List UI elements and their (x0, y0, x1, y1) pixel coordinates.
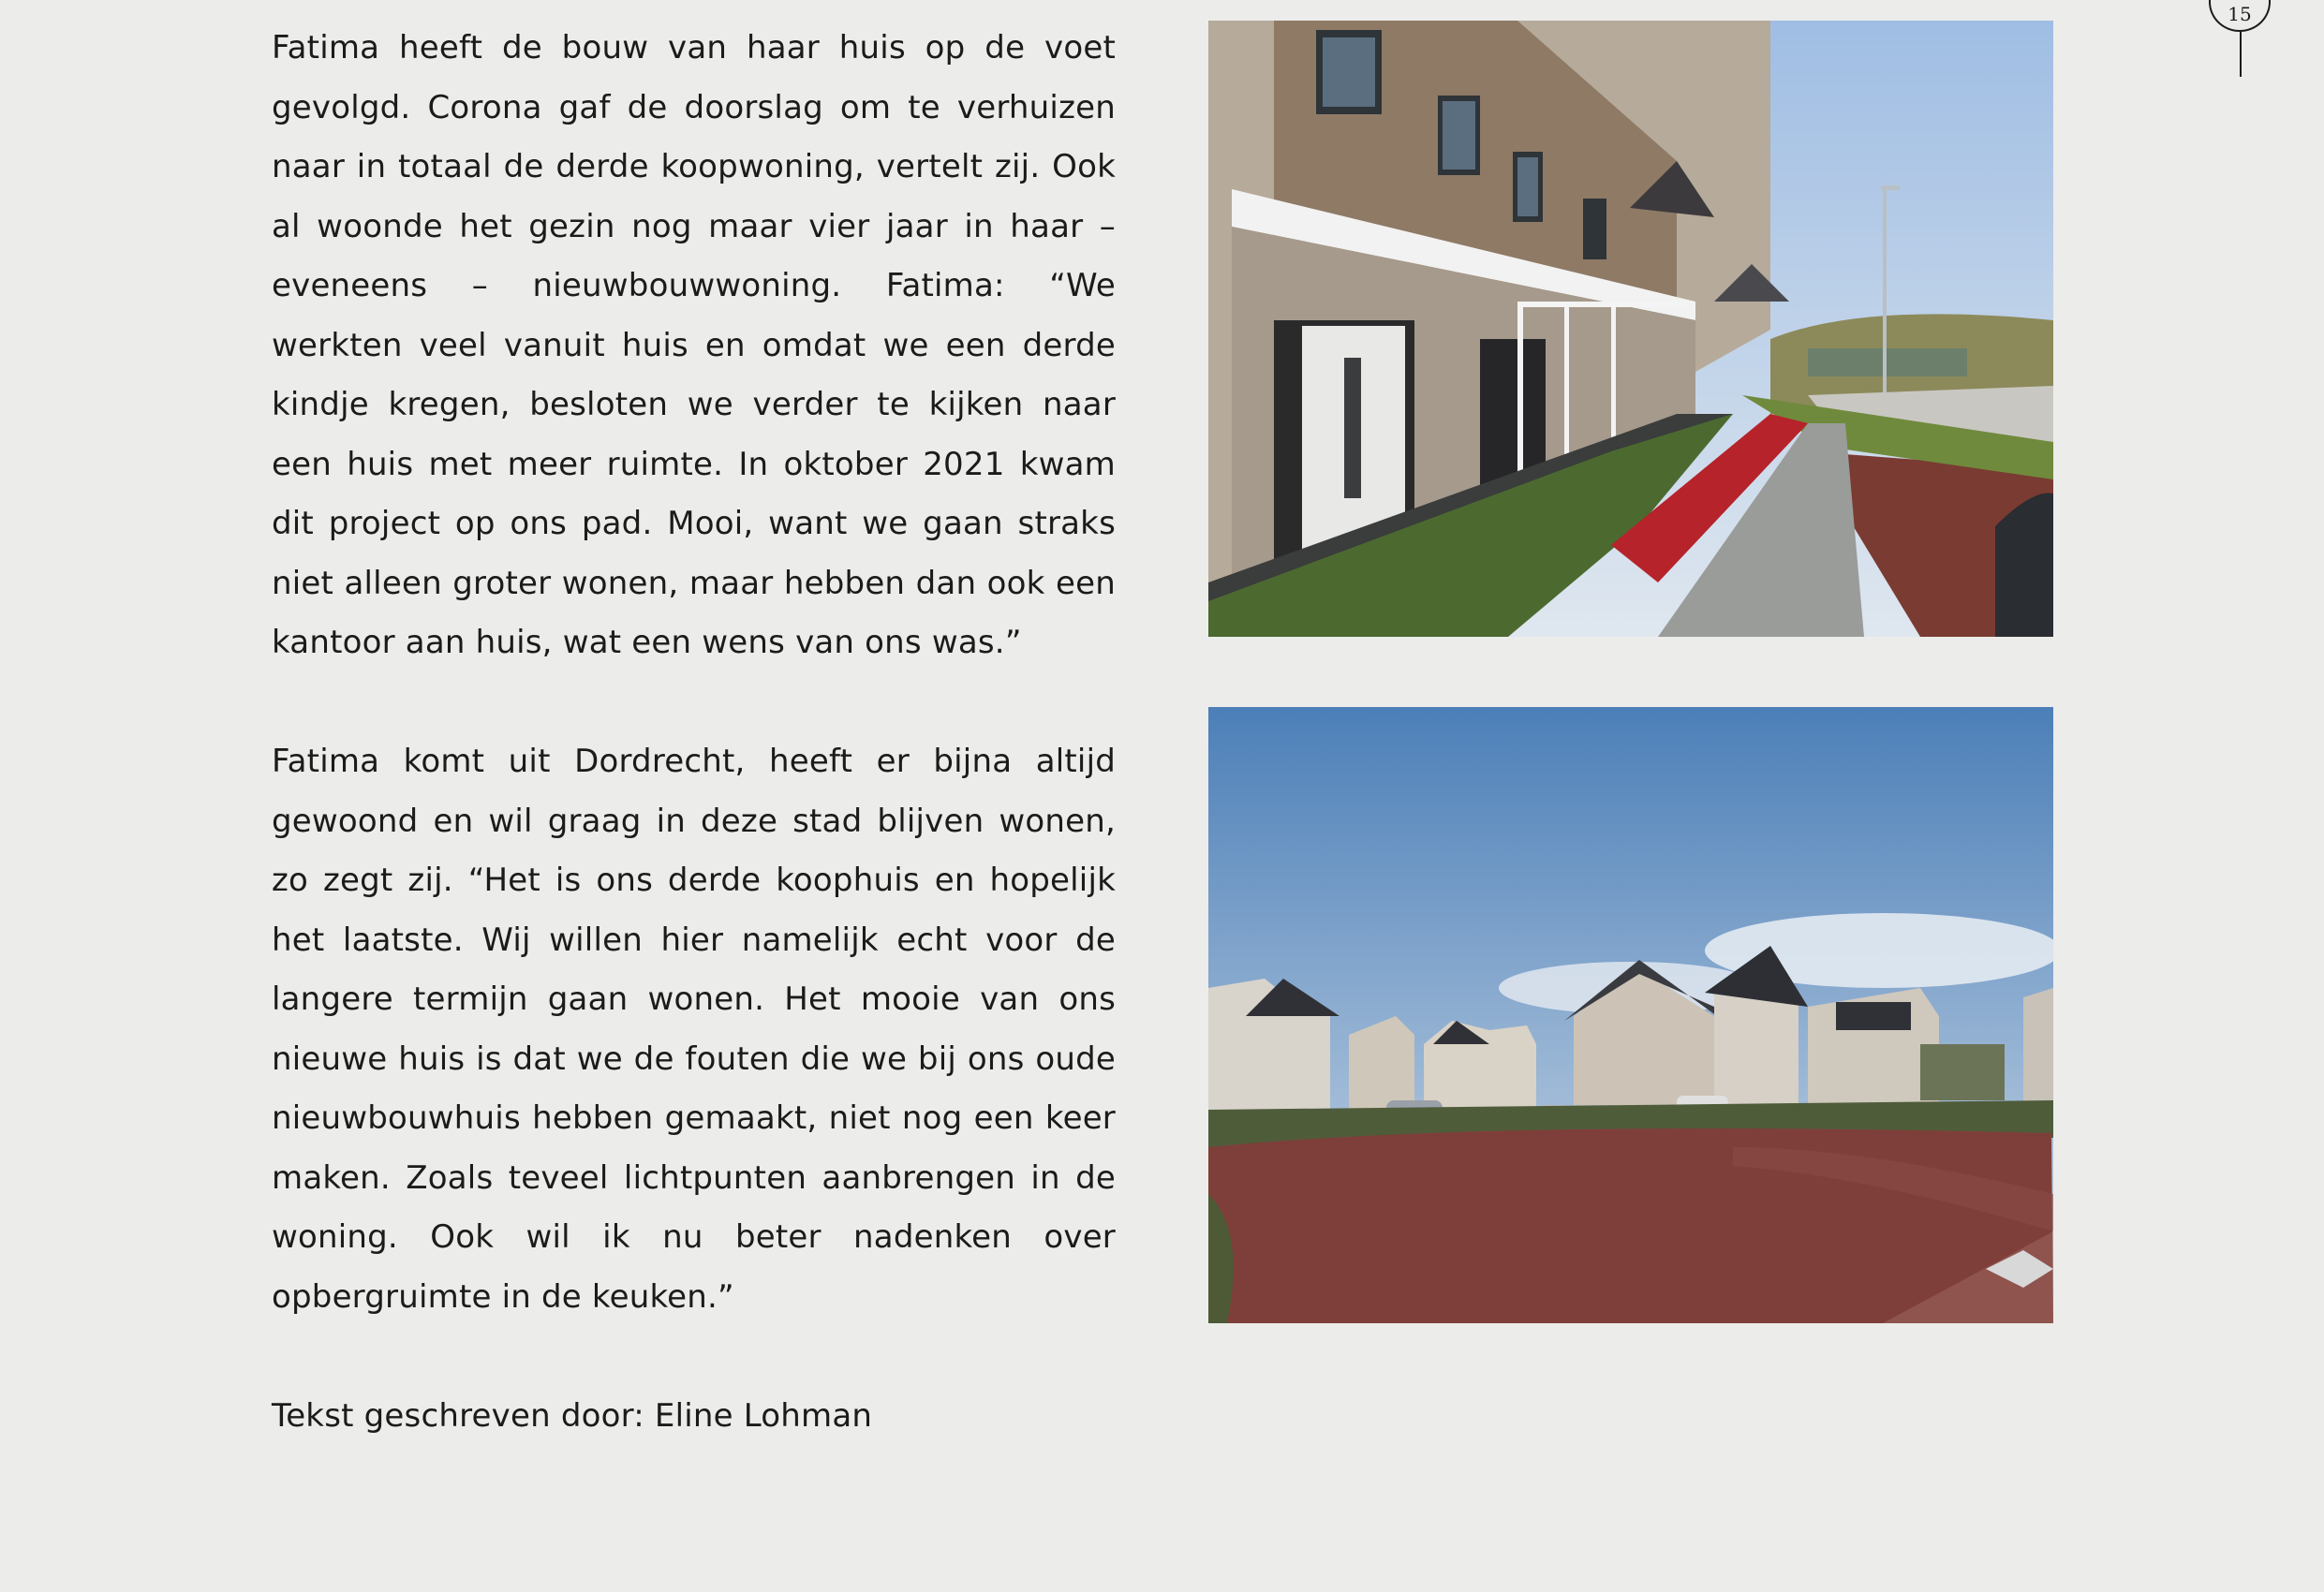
page-number-badge (2209, 0, 2271, 32)
paragraph-2: Fatima komt uit Dordrecht, heeft er bijna altijd gewoond en wil graag in deze stad blijven wonen, zo zegt zij. “Het is ons derde koophuis en hopelijk het laatste. Wij willen hier namelijk echt voor de langere termijn gaan wonen. Het mooie van ons nieuwe huis is dat we de fouten die we bij ons oude nieuwbouwhuis hebben gemaakt, niet nog een keer maken. Zoals teveel lichtpunten aanbrengen in de woning. Ook wil ik nu beter nadenken over opbergruimte in de keuken.” (272, 743, 1116, 1316)
page-number: 15 (2228, 3, 2252, 25)
article-text (272, 19, 1116, 1446)
street-view-photo (1208, 707, 2053, 1323)
paragraph-1: Fatima heeft de bouw van haar huis op de voet gevolgd. Corona gaf de doorslag om te verhuizen naar in totaal de derde koopwoning, vertelt zij. Ook al woonde het gezin nog maar vier jaar in haar – eveneens – nieuwbouwwoning. Fatima: “We werkten veel vanuit huis en omdat we een derde kindje kregen, besloten we verder te kijken naar een huis met meer ruimte. In oktober 2021 kwam dit project op ons pad. Mooi, want we gaan straks niet alleen groter wonen, maar hebben dan ook een kantoor aan huis, wat een wens van ons was.” (272, 29, 1116, 661)
author-credit: Tekst geschreven door: Eline Lohman (272, 1396, 873, 1435)
page-marker-line (2240, 32, 2242, 77)
row-houses-photo (1208, 21, 2053, 637)
